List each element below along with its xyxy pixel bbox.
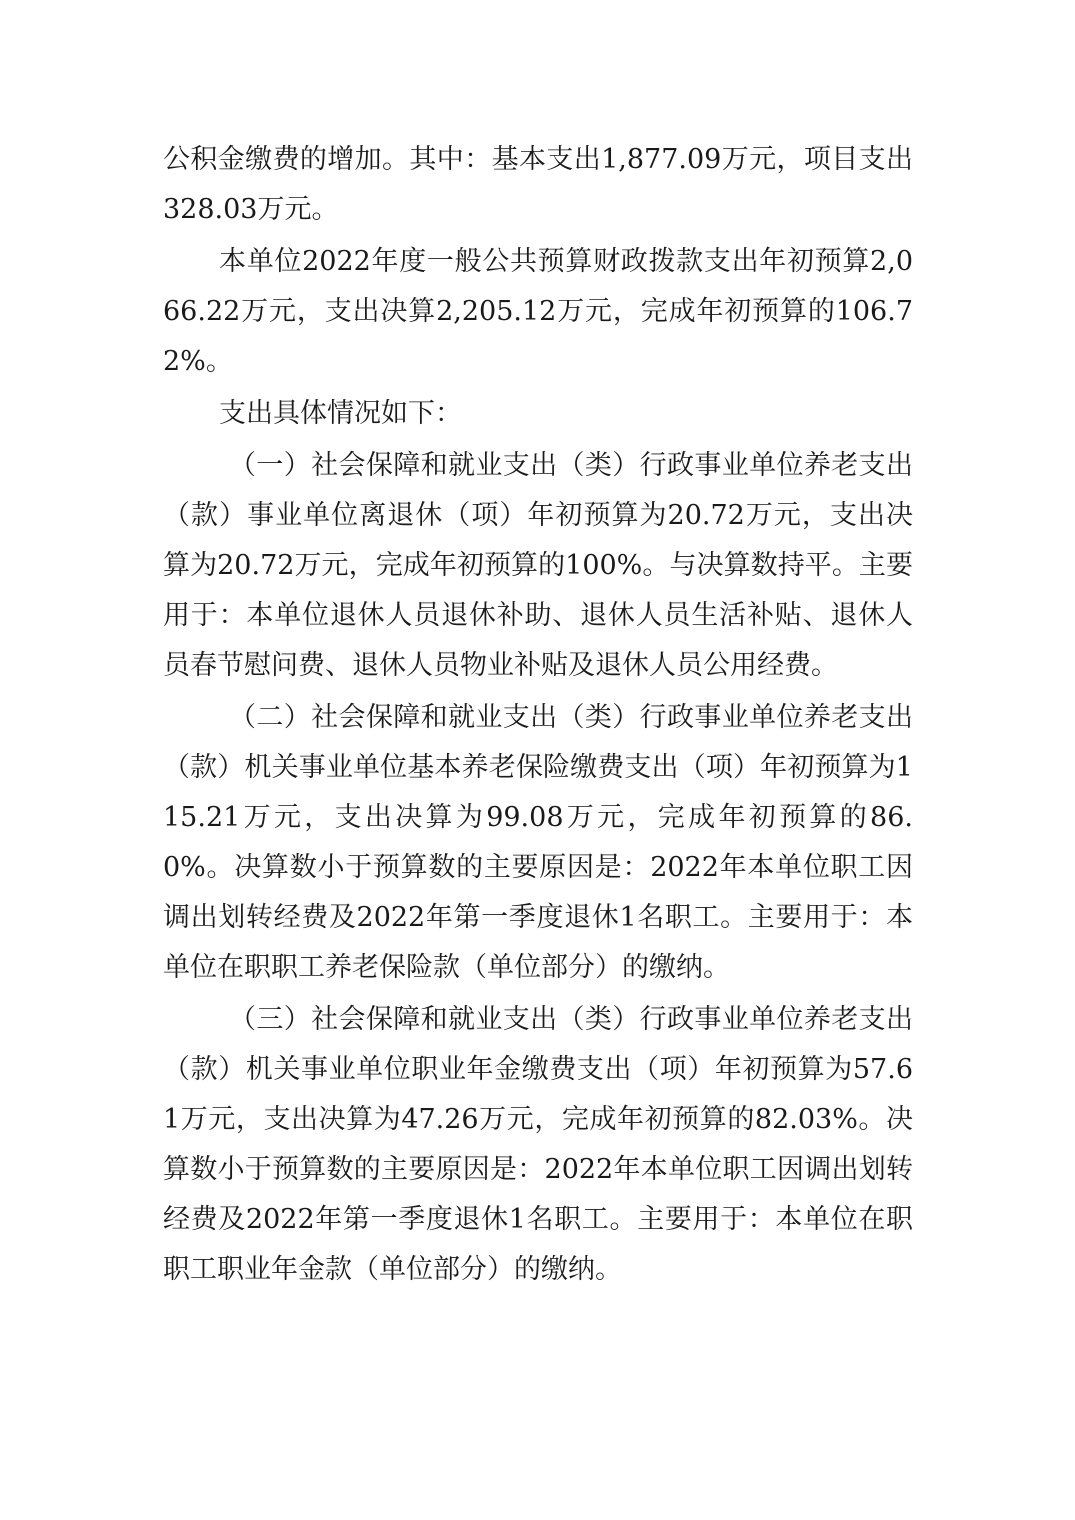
paragraph-section-3: （三）社会保障和就业支出（类）行政事业单位养老支出（款）机关事业单位职业年金缴费支出（项）年初预算为57.61万元，支出决算为47.26万元，完成年初预算的82.03%。决算数小于预算数的主要原因是：2022年本单位职工因调出划转经费及2022年第一季度退休1名职工。主要用于：本单位在职职工职业年金款（单位部分）的缴纳。 (163, 1004, 913, 1285)
document-body (163, 135, 913, 1297)
paragraph-section-1: （一）社会保障和就业支出（类）行政事业单位养老支出（款）事业单位离退休（项）年初预算为20.72万元，支出决算为20.72万元，完成年初预算的100%。与决算数持平。主要用于：本单位退休人员退休补助、退休人员生活补贴、退休人员春节慰问费、退休人员物业补贴及退休人员公用经费。 (163, 450, 913, 681)
paragraph-details-intro: 支出具体情况如下： (219, 398, 462, 429)
paragraph-section-2: （二）社会保障和就业支出（类）行政事业单位养老支出（款）机关事业单位基本养老保险缴费支出（项）年初预算为115.21万元，支出决算为99.08万元，完成年初预算的86.0%。决算数小于预算数的主要原因是：2022年本单位职工因调出划转经费及2022年第一季度退休1名职工。主要用于：本单位在职职工养老保险款（单位部分）的缴纳。 (163, 702, 913, 983)
paragraph-continuation: 公积金缴费的增加。其中：基本支出1,877.09万元，项目支出328.03万元。 (163, 144, 913, 225)
paragraph-budget-summary: 本单位2022年度一般公共预算财政拨款支出年初预算2,066.22万元，支出决算2,205.12万元，完成年初预算的106.72%。 (163, 246, 913, 377)
